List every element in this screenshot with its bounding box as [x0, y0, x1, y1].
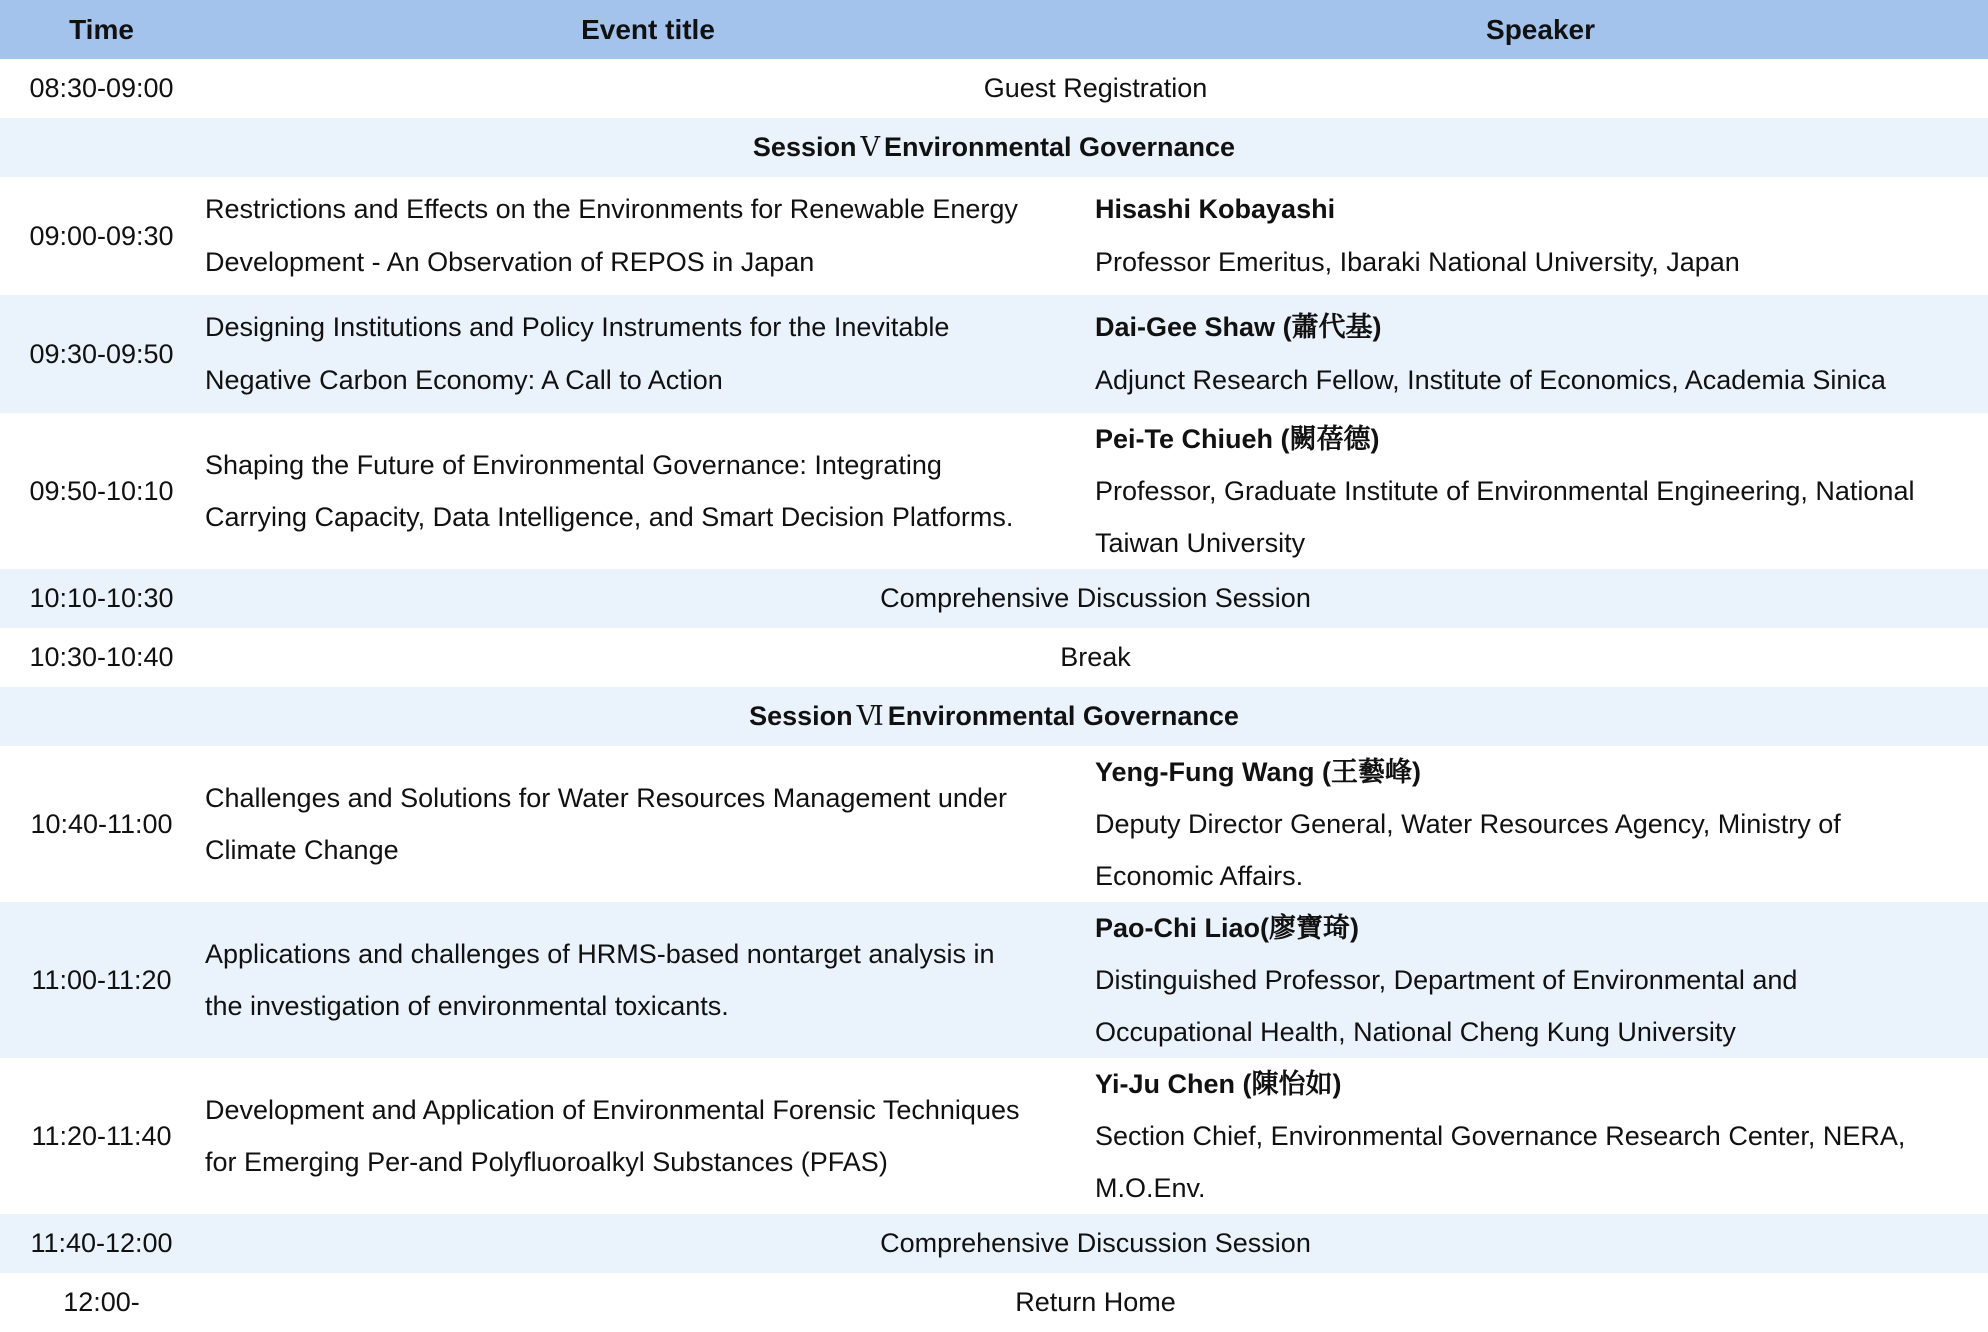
event-title-line: Challenges and Solutions for Water Resources Management under	[205, 783, 1007, 813]
speaker-name: Hisashi Kobayashi	[1095, 194, 1336, 224]
event-title-cell	[203, 1058, 1093, 1214]
time-cell: 09:30-09:50	[0, 295, 203, 413]
speaker-role: Professor Emeritus, Ibaraki National University, Japan	[1095, 247, 1740, 277]
session-label: Session	[749, 701, 853, 731]
speaker-name: Yeng-Fung Wang (王藝峰)	[1095, 757, 1421, 787]
header-row	[0, 0, 1988, 59]
speaker-name: Yi-Ju Chen (陳怡如)	[1095, 1069, 1342, 1099]
event-title-line: Climate Change	[205, 835, 399, 865]
event-title-cell	[203, 746, 1093, 902]
speaker-role: Distinguished Professor, Department of Environmental and	[1095, 965, 1798, 995]
event-cell: Return Home	[1015, 1287, 1176, 1317]
event-title-line: Restrictions and Effects on the Environments for Renewable Energy	[205, 194, 1018, 224]
event-title-line: Designing Institutions and Policy Instruments for the Inevitable	[205, 312, 950, 342]
speaker-cell	[1093, 902, 1988, 1058]
speaker-cell	[1093, 746, 1988, 902]
session-title: Environmental Governance	[883, 132, 1236, 162]
time-cell: 10:30-10:40	[29, 642, 174, 672]
speaker-name: Dai-Gee Shaw (蕭代基)	[1095, 312, 1382, 342]
event-title-line: for Emerging Per-and Polyfluoroalkyl Substances (PFAS)	[205, 1147, 888, 1177]
event-cell: Guest Registration	[983, 73, 1208, 103]
time-cell: 10:40-11:00	[30, 808, 173, 839]
session-row	[0, 118, 1988, 177]
speaker-role: Occupational Health, National Cheng Kung University	[1095, 1017, 1736, 1047]
event-title-cell	[203, 295, 1093, 413]
speaker-name: Pei-Te Chiueh (闕蓓德)	[1095, 424, 1380, 454]
event-cell: Break	[1060, 642, 1131, 672]
table-row	[0, 1058, 1988, 1214]
event-title-line: the investigation of environmental toxicants.	[205, 991, 729, 1021]
event-title-line: Applications and challenges of HRMS-based nontarget analysis in	[205, 939, 995, 969]
session-heading	[0, 687, 1988, 746]
speaker-cell	[1093, 295, 1988, 413]
table-row	[0, 59, 1988, 118]
session-number: Ⅵ	[856, 701, 884, 731]
event-title-cell	[203, 902, 1093, 1058]
event-title-cell	[203, 413, 1093, 569]
speaker-role: M.O.Env.	[1095, 1173, 1206, 1203]
time-cell: 11:00-11:20	[0, 902, 203, 1058]
speaker-cell	[1093, 177, 1988, 295]
table-row	[0, 295, 1988, 413]
speaker-cell	[1093, 1058, 1988, 1214]
speaker-role: Section Chief, Environmental Governance Research Center, NERA,	[1095, 1121, 1906, 1151]
table-row	[0, 177, 1988, 295]
event-title-line: Negative Carbon Economy: A Call to Action	[205, 365, 723, 395]
session-number: Ⅴ	[860, 132, 880, 162]
speaker-role: Taiwan University	[1095, 528, 1306, 558]
table-row	[0, 628, 1988, 687]
header-event-title: Event title	[203, 0, 1093, 59]
session-row	[0, 687, 1988, 746]
speaker-role: Economic Affairs.	[1095, 861, 1304, 891]
time-cell: 12:00-	[63, 1287, 140, 1317]
session-title: Environmental Governance	[887, 701, 1239, 731]
table-row	[0, 1214, 1988, 1273]
speaker-role: Adjunct Research Fellow, Institute of Economics, Academia Sinica	[1095, 365, 1886, 395]
speaker-cell	[1093, 413, 1988, 569]
table-row	[0, 1273, 1988, 1332]
table-row	[0, 413, 1988, 569]
event-title-line: Carrying Capacity, Data Intelligence, and Smart Decision Platforms.	[205, 502, 1014, 532]
time-cell: 11:40-12:00	[0, 1214, 203, 1273]
session-heading	[0, 118, 1988, 177]
session-label: Session	[752, 132, 857, 162]
event-title-line: Development - An Observation of REPOS in Japan	[205, 247, 815, 277]
header-speaker: Speaker	[1093, 0, 1988, 59]
table-row	[0, 746, 1988, 902]
time-cell: 09:00-09:30	[29, 220, 174, 251]
speaker-role: Deputy Director General, Water Resources Agency, Ministry of	[1095, 809, 1841, 839]
table-row	[0, 902, 1988, 1058]
event-title-cell	[203, 177, 1093, 295]
event-title-line: Development and Application of Environmental Forensic Techniques	[205, 1095, 1020, 1125]
event-cell: Comprehensive Discussion Session	[203, 569, 1988, 628]
header-time: Time	[0, 0, 203, 59]
time-cell: 11:20-11:40	[31, 1120, 172, 1151]
table-row	[0, 569, 1988, 628]
event-title-line: Shaping the Future of Environmental Governance: Integrating	[205, 450, 942, 480]
time-cell: 09:50-10:10	[29, 475, 174, 506]
speaker-role: Professor, Graduate Institute of Environmental Engineering, National	[1095, 476, 1915, 506]
time-cell: 08:30-09:00	[29, 73, 174, 103]
time-cell: 10:10-10:30	[0, 569, 203, 628]
event-cell: Comprehensive Discussion Session	[203, 1214, 1988, 1273]
speaker-name: Pao-Chi Liao(廖寶琦)	[1095, 913, 1359, 943]
